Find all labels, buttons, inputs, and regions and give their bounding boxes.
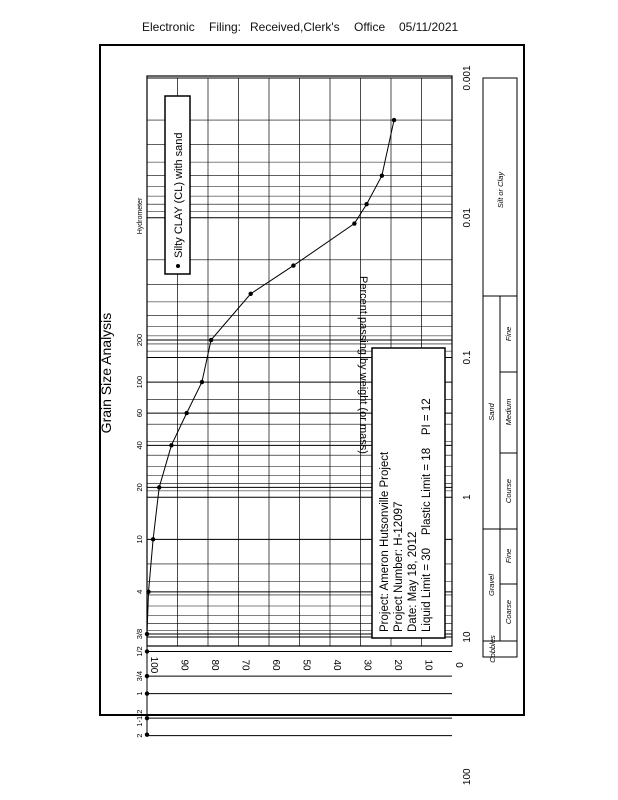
class-sand: Sand [487, 403, 496, 421]
y-tick-label: 20 [392, 659, 403, 671]
y-tick-label: 30 [361, 659, 373, 671]
data-point [209, 338, 213, 342]
sieve-label: 20 [135, 483, 144, 492]
data-point [157, 485, 161, 489]
sieve-label: 100 [135, 375, 144, 389]
x-tick-labels [462, 65, 473, 785]
y-tick-label: 60 [270, 659, 281, 671]
data-point [145, 732, 149, 736]
sieve-labels [135, 197, 144, 738]
y-tick-labels [148, 657, 464, 674]
data-point [145, 716, 149, 720]
project-number: Project Number: H-12097 [393, 501, 405, 632]
y-axis-label: Percent passing by weight (or mass) [357, 276, 369, 454]
filing-header-filing: Filing: [209, 20, 242, 34]
data-point [249, 292, 253, 296]
data-point [364, 202, 368, 206]
project-info-box [372, 348, 445, 638]
class-sand-coarse: Course [504, 478, 513, 504]
sieve-label: 40 [135, 441, 144, 450]
x-tick-label: 100 [462, 768, 473, 786]
legend [165, 96, 190, 274]
y-tick-label: 100 [148, 656, 159, 674]
filing-header-office: Office [354, 20, 386, 34]
sieve-label: 1 [135, 691, 144, 696]
data-point [169, 443, 173, 447]
project-date: Date: May 18, 2012 [407, 531, 419, 632]
y-tick-label: 90 [178, 659, 190, 671]
data-point [200, 380, 204, 384]
filing-header-date: 05/11/2021 [399, 20, 459, 34]
project-limits: Liquid Limit = 30 Plastic Limit = 18 PI = 12 [421, 398, 433, 632]
x-tick-label: 0.001 [462, 65, 473, 91]
sieve-label: 1/2 [135, 646, 144, 657]
filing-header-electronic: Electronic [142, 20, 195, 34]
sieve-label: 200 [135, 333, 144, 347]
class-cobbles: Cobbles [488, 635, 497, 663]
sieve-label: 10 [135, 535, 144, 544]
data-point [145, 649, 149, 653]
sieve-label: 1-1/2 [135, 709, 144, 727]
project-name: Project: Ameron Hutsonville Project [379, 451, 391, 632]
data-point [184, 411, 188, 415]
sieve-label: 3/4 [135, 670, 144, 682]
data-point [392, 118, 396, 122]
soil-class-strip [483, 78, 517, 663]
x-tick-label: 1 [462, 494, 473, 501]
filing-header-received: Received,Clerk's [250, 20, 340, 34]
data-point [352, 221, 356, 225]
data-point [380, 173, 384, 177]
data-point [145, 674, 149, 678]
y-tick-label: 10 [422, 659, 434, 671]
sieve-label: 3/8 [135, 628, 144, 640]
class-sand-fine: Fine [504, 326, 513, 342]
data-point [145, 632, 149, 636]
legend-label: Silty CLAY (CL) with sand [173, 132, 185, 258]
class-gravel-coarse: Coarse [504, 599, 513, 625]
sieve-label: 4 [135, 589, 144, 594]
x-tick-label: 0.01 [462, 208, 473, 228]
class-gravel-fine: Fine [504, 548, 513, 564]
sieve-label: 2 [135, 733, 144, 738]
sieve-label: Hydrometer [137, 197, 144, 235]
data-point [145, 691, 149, 695]
data-point [151, 537, 155, 541]
y-tick-label: 50 [300, 659, 312, 671]
y-tick-label: 40 [331, 659, 342, 671]
data-point [146, 590, 150, 594]
legend-marker [176, 264, 180, 268]
class-sand-medium: Medium [504, 398, 513, 426]
sheet-border [100, 45, 524, 715]
chart-title: Grain Size Analysis [98, 312, 114, 434]
class-gravel: Gravel [487, 573, 496, 597]
class-silt-clay: Silt or Clay [496, 171, 505, 209]
y-tick-label: 0 [453, 662, 464, 668]
y-tick-label: 70 [239, 659, 251, 671]
x-tick-label: 10 [462, 631, 473, 643]
data-point [291, 263, 295, 267]
sieve-label: 60 [135, 408, 144, 418]
x-tick-label: 0.1 [462, 350, 473, 365]
y-tick-label: 80 [209, 659, 220, 671]
